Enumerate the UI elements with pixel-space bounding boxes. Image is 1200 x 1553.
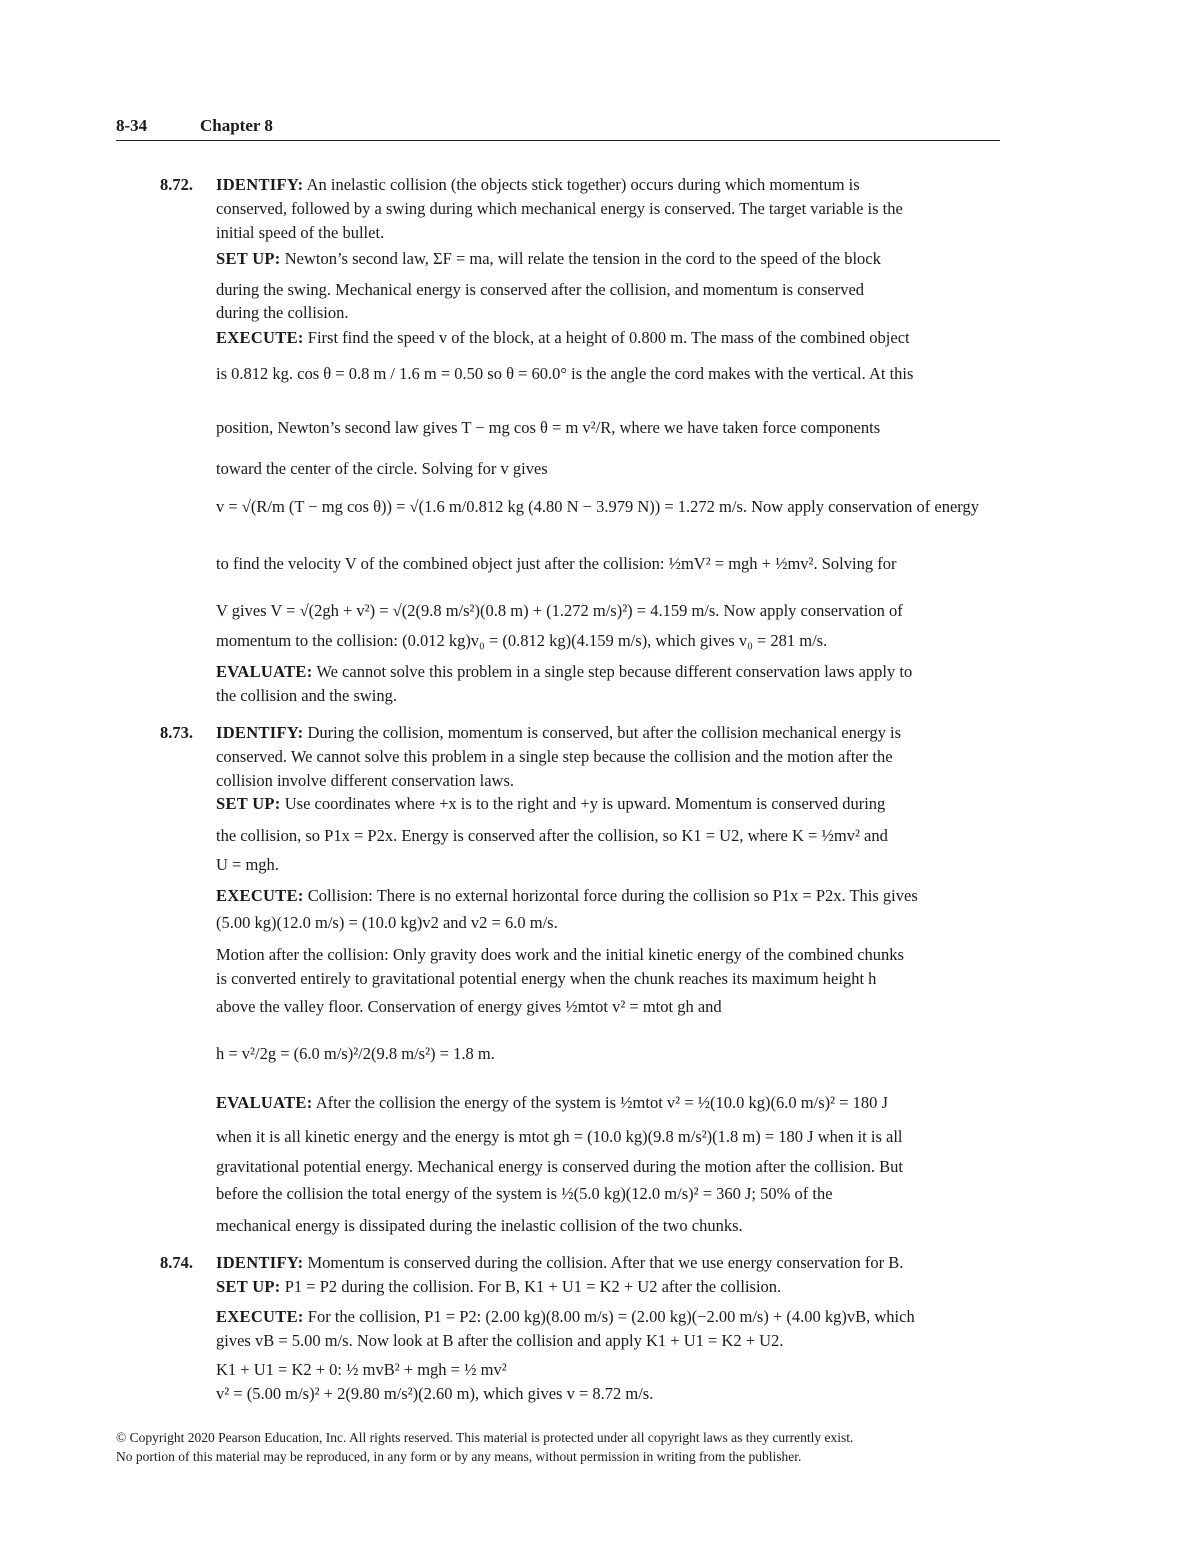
equation-line: position, Newton’s second law gives T − mg cos θ = m v²/R, where we have taken force components [216, 418, 881, 437]
section-keyword: EXECUTE: [216, 886, 304, 905]
text-line: Motion after the collision: Only gravity does work and the initial kinetic energy of the combined chunks [216, 945, 904, 964]
equation-line: above the valley floor. Conservation of energy gives ½mtot v² = mtot gh and [216, 997, 722, 1016]
text-line: EXECUTE: Collision: There is no external horizontal force during the collision so P1x = P2x. This gives [216, 886, 918, 905]
section-keyword: EVALUATE: [216, 662, 313, 681]
text-line: EXECUTE: First find the speed v of the block, at a height of 0.800 m. The mass of the combined object [216, 328, 910, 347]
problem-number: 8.74. [160, 1253, 193, 1272]
chapter-title: Chapter 8 [200, 116, 273, 135]
text-line: SET UP: Newton’s second law, ΣF = ma, will relate the tension in the cord to the speed of the block [216, 249, 881, 268]
text-line: SET UP: P1 = P2 during the collision. For B, K1 + U1 = K2 + U2 after the collision. [216, 1277, 782, 1296]
text-line: collision involve different conservation laws. [216, 771, 514, 790]
text-line: EVALUATE: We cannot solve this problem in a single step because different conservation laws apply to [216, 662, 913, 681]
equation-line: U = mgh. [216, 855, 279, 874]
equation-line: momentum to the collision: (0.012 kg)v₀ = (0.812 kg)(4.159 m/s), which gives v₀ = 281 m/s. [216, 631, 828, 650]
section-keyword: IDENTIFY: [216, 1253, 304, 1272]
text-line: IDENTIFY: Momentum is conserved during the collision. After that we use energy conservation for B. [216, 1253, 904, 1272]
text-line: gives vB = 5.00 m/s. Now look at B after the collision and apply K1 + U1 = K2 + U2. [216, 1331, 784, 1350]
section-keyword: IDENTIFY: [216, 723, 304, 742]
section-keyword: EXECUTE: [216, 1307, 304, 1326]
page-number: 8-34 [116, 116, 148, 135]
section-keyword: SET UP: [216, 794, 281, 813]
equation-line: (5.00 kg)(12.0 m/s) = (10.0 kg)v2 and v2 = 6.0 m/s. [216, 913, 558, 932]
equation-line: h = v²/2g = (6.0 m/s)²/2(9.8 m/s²) = 1.8 m. [216, 1044, 495, 1063]
text-line: IDENTIFY: An inelastic collision (the objects stick together) occurs during which momentum is [216, 175, 860, 194]
text-line: IDENTIFY: During the collision, momentum is conserved, but after the collision mechanical energy is [216, 723, 902, 742]
equation-line: to find the velocity V of the combined object just after the collision: ½mV² = mgh + ½mv². Solving for [216, 554, 897, 573]
equation-line: before the collision the total energy of the system is ½(5.0 kg)(12.0 m/s)² = 360 J; 50% of the [216, 1184, 833, 1203]
equation-line: v² = (5.00 m/s)² + 2(9.80 m/s²)(2.60 m), which gives v = 8.72 m/s. [216, 1384, 654, 1403]
text-line: gravitational potential energy. Mechanical energy is conserved during the motion after the collision. But [216, 1157, 903, 1176]
text-line: toward the center of the circle. Solving for v gives [216, 459, 548, 478]
text-line: mechanical energy is dissipated during the inelastic collision of the two chunks. [216, 1216, 743, 1235]
text-line: is converted entirely to gravitational potential energy when the chunk reaches its maximum height h [216, 969, 877, 988]
equation-line: v = √(R/m (T − mg cos θ)) = √(1.6 m/0.812 kg (4.80 N − 3.979 N)) = 1.272 m/s. Now apply conservation of energy [216, 497, 980, 516]
section-keyword: EXECUTE: [216, 328, 304, 347]
section-keyword: SET UP: [216, 1277, 281, 1296]
section-keyword: SET UP: [216, 249, 281, 268]
text-line: conserved. We cannot solve this problem in a single step because the collision and the motion after the [216, 747, 893, 766]
text-line: EXECUTE: For the collision, P1 = P2: (2.00 kg)(8.00 m/s) = (2.00 kg)(−2.00 m/s) + (4.00 kg)vB, which [216, 1307, 915, 1326]
equation-line: the collision, so P1x = P2x. Energy is conserved after the collision, so K1 = U2, where K = ½mv² and [216, 826, 888, 845]
permission-notice: No portion of this material may be reproduced, in any form or by any means, without permission in writing from the publisher. [116, 1449, 802, 1464]
text-line: during the collision. [216, 303, 349, 322]
section-keyword: EVALUATE: [216, 1093, 313, 1112]
text-line: conserved, followed by a swing during which mechanical energy is conserved. The target variable is the [216, 199, 903, 218]
equation-line: is 0.812 kg. cos θ = 0.8 m / 1.6 m = 0.50 so θ = 60.0° is the angle the cord makes with the vertical. At this [216, 364, 914, 383]
equation-line: K1 + U1 = K2 + 0: ½ mvB² + mgh = ½ mv² [216, 1360, 507, 1379]
problem-number: 8.72. [160, 175, 193, 194]
copyright-notice: © Copyright 2020 Pearson Education, Inc. All rights reserved. This material is protected under all copyright laws as they currently exist. [116, 1430, 854, 1445]
equation-line: EVALUATE: After the collision the energy of the system is ½mtot v² = ½(10.0 kg)(6.0 m/s)² = 180 J [216, 1093, 888, 1112]
text-line: SET UP: Use coordinates where +x is to the right and +y is upward. Momentum is conserved during [216, 794, 886, 813]
text-line: initial speed of the bullet. [216, 223, 385, 242]
equation-line: V gives V = √(2gh + v²) = √(2(9.8 m/s²)(0.8 m) + (1.272 m/s)²) = 4.159 m/s. Now apply conservation of [216, 601, 903, 620]
page-header [116, 116, 1000, 141]
equation-line: when it is all kinetic energy and the energy is mtot gh = (10.0 kg)(9.8 m/s²)(1.8 m) = 180 J when it is all [216, 1127, 903, 1146]
text-line: the collision and the swing. [216, 686, 398, 705]
problem-number: 8.73. [160, 723, 193, 742]
text-line: during the swing. Mechanical energy is conserved after the collision, and momentum is conserved [216, 280, 865, 299]
section-keyword: IDENTIFY: [216, 175, 304, 194]
